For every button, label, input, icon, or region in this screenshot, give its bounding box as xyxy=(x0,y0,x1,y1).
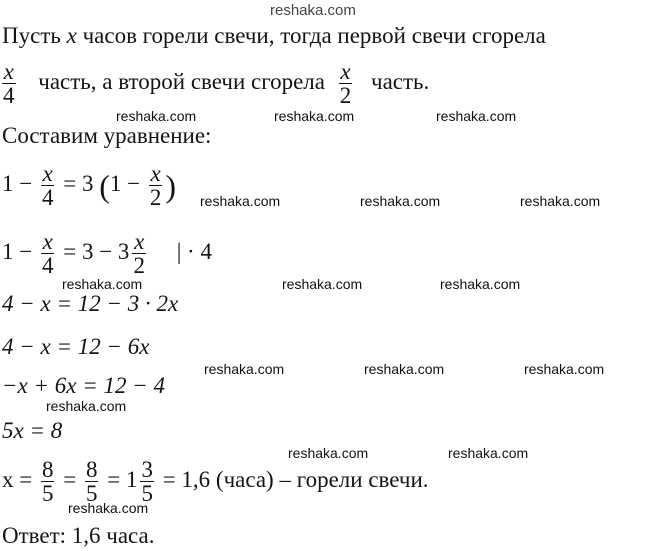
equation-1: 1 − $\frac{x}{4}$ = 3 (1 − $\frac{x}{2}$ ) xyxy=(2,161,177,211)
watermark: reshaka.com xyxy=(436,108,517,124)
eq2-fraction-x-over-2: $\frac{x}{2}$ xyxy=(133,229,145,279)
eq1-fraction-x-over-4: $\frac{x}{4}$ xyxy=(41,161,54,211)
watermark: reshaka.com xyxy=(364,361,445,377)
watermark: reshaka.com xyxy=(360,193,441,209)
intro-text-1: Пусть xyxy=(2,23,67,48)
intro-line-1 xyxy=(2,24,546,47)
watermark: reshaka.com xyxy=(524,361,605,377)
equation-3: 4 − x = 12 − 3 · 2x xyxy=(2,291,179,316)
eq7-fraction-8-over-5-b: $\frac{8}{5}$ xyxy=(85,457,98,507)
watermark: reshaka.com xyxy=(204,361,285,377)
equation-5: −x + 6x = 12 − 4 xyxy=(2,373,165,398)
watermark: reshaka.com xyxy=(274,108,355,124)
equation-6: 5x = 8 xyxy=(2,418,63,443)
watermark: reshaka.com xyxy=(448,445,529,461)
watermark: reshaka.com xyxy=(68,500,149,516)
watermark: reshaka.com xyxy=(116,108,197,124)
fraction-x-over-4: $\frac{x}{4}$ xyxy=(3,59,15,109)
watermark: reshaka.com xyxy=(440,276,521,292)
intro-variable: x xyxy=(66,23,77,48)
intro-text-3: часть, а второй свечи сгорела xyxy=(38,69,325,95)
eq2-fraction-x-over-4: $\frac{x}{4}$ xyxy=(41,229,54,279)
watermark: reshaka.com xyxy=(288,445,369,461)
watermark-top: reshaka.com xyxy=(270,2,356,19)
equation-4: 4 − x = 12 − 6x xyxy=(2,334,150,359)
intro-text-4: часть. xyxy=(371,69,430,95)
eq1-fraction-x-over-2: $\frac{x}{2}$ xyxy=(149,161,162,211)
watermark: reshaka.com xyxy=(520,193,601,209)
answer-line: Ответ: 1,6 часа. xyxy=(2,523,155,548)
equation-2: 1 − $\frac{x}{4}$ = 3 − 3 $\frac{x}{2}$ | · 4 xyxy=(2,229,212,279)
watermark: reshaka.com xyxy=(282,276,363,292)
watermark: reshaka.com xyxy=(62,276,143,292)
eq7-fraction-8-over-5-a: $\frac{8}{5}$ xyxy=(41,457,54,507)
intro-line-2 xyxy=(2,60,429,108)
intro-text-2: часов горели свечи, тогда первой свечи сгорела xyxy=(76,23,546,48)
eq7-fraction-3-over-5: $\frac{3}{5}$ xyxy=(141,457,153,507)
equation-7: x = $\frac{8}{5}$ = $\frac{8}{5}$ = 1 $\frac{3}{5}$ = 1,6 (часа) – горели свечи. xyxy=(2,457,429,507)
multiply-by-4-note: | · 4 xyxy=(176,239,212,265)
fraction-x-over-2: $\frac{x}{2}$ xyxy=(339,59,352,109)
compose-label: Составим уравнение: xyxy=(2,123,212,148)
watermark: reshaka.com xyxy=(46,398,127,414)
watermark: reshaka.com xyxy=(200,193,281,209)
